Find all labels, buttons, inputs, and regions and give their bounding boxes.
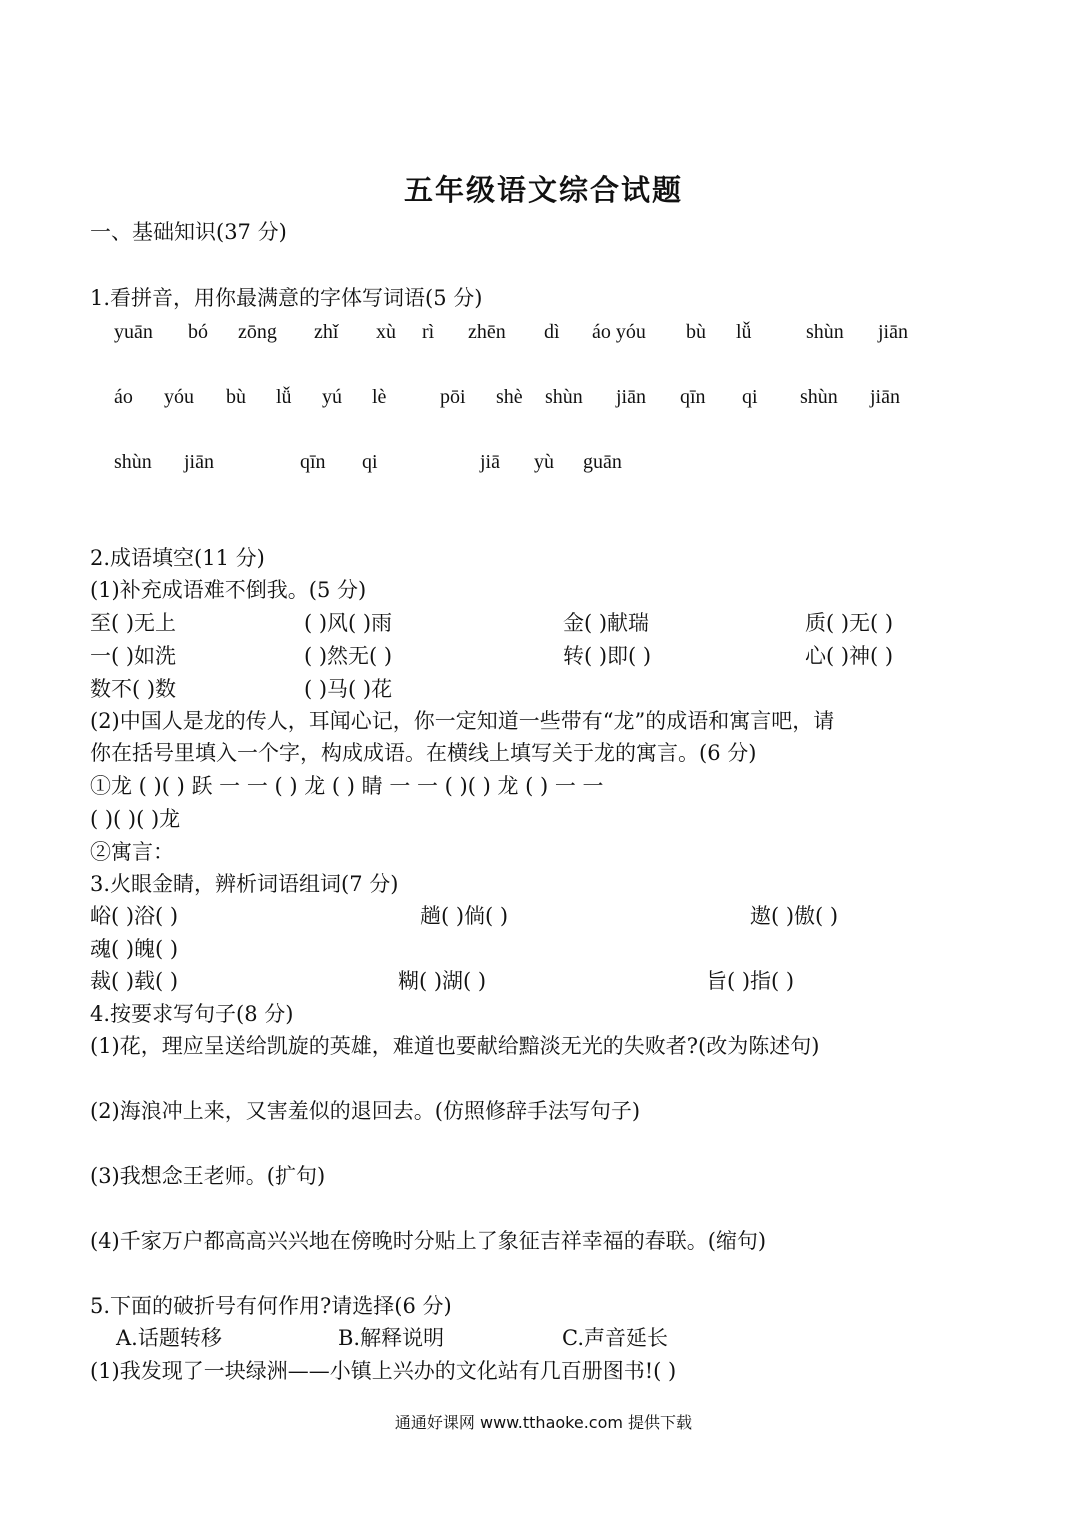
- pinyin: jiān: [870, 386, 900, 408]
- word-blank[interactable]: 趟( )倘( ): [420, 904, 509, 928]
- pinyin: dì: [544, 321, 560, 343]
- pinyin: shùn: [806, 321, 844, 343]
- sentence-task: (3)我想念王老师。(扩句): [90, 1164, 326, 1188]
- pinyin: rì: [422, 321, 435, 343]
- dash-question-1[interactable]: (1)我发现了一块绿洲——小镇上兴办的文化站有几百册图书!( ): [90, 1359, 677, 1383]
- pinyin: lǚ: [276, 386, 292, 408]
- pinyin: shùn: [114, 451, 152, 473]
- pinyin: shùn: [545, 386, 583, 408]
- idiom-blank[interactable]: 金( )献瑞: [563, 611, 650, 635]
- pinyin: yù: [534, 451, 554, 473]
- question-2-sub2-line1: (2)中国人是龙的传人，耳闻心记，你一定知道一些带有“龙”的成语和寓言吧，请: [90, 709, 835, 733]
- pinyin: guān: [583, 451, 622, 473]
- pinyin: lè: [372, 386, 387, 408]
- option-a: A.话题转移: [116, 1326, 222, 1350]
- question-5-heading: 5.下面的破折号有何作用?请选择(6 分): [90, 1294, 452, 1318]
- pinyin: qi: [742, 386, 758, 408]
- idiom-blank[interactable]: ( )风( )雨: [304, 611, 393, 635]
- question-2-sub1: (1)补充成语难不倒我。(5 分): [90, 578, 367, 602]
- idiom-blank[interactable]: 至( )无上: [90, 611, 177, 635]
- pinyin: jiān: [616, 386, 646, 408]
- word-blank[interactable]: 糊( )湖( ): [398, 969, 487, 993]
- pinyin: áo: [114, 386, 133, 408]
- word-blank[interactable]: 峪( )浴( ): [90, 904, 179, 928]
- pinyin: yuān: [114, 321, 153, 343]
- option-b: B.解释说明: [338, 1326, 445, 1350]
- question-2-heading: 2.成语填空(11 分): [90, 546, 265, 570]
- pinyin: yóu: [164, 386, 194, 408]
- pinyin: qīn: [300, 451, 326, 473]
- idiom-blank[interactable]: 数不( )数: [90, 677, 177, 701]
- pinyin: zhēn: [468, 321, 506, 343]
- pinyin: jiān: [878, 321, 908, 343]
- footer-credit: 通通好课网 www.tthaoke.com 提供下载: [394, 1413, 693, 1432]
- pinyin: xù: [376, 321, 396, 343]
- sentence-task: (2)海浪冲上来，又害羞似的退回去。(仿照修辞手法写句子): [90, 1099, 641, 1123]
- pinyin: shè: [496, 386, 523, 408]
- pinyin: qīn: [680, 386, 706, 408]
- pinyin: áo yóu: [592, 321, 646, 343]
- word-blank[interactable]: 旨( )指( ): [706, 969, 795, 993]
- idiom-blank[interactable]: 一( )如洗: [90, 644, 177, 668]
- idiom-blank[interactable]: 质( )无( ): [805, 611, 894, 635]
- idiom-blank[interactable]: ( )然无( ): [304, 644, 393, 668]
- question-3-heading: 3.火眼金睛，辨析词语组词(7 分): [90, 872, 399, 896]
- dragon-idiom-line-2[interactable]: ( )( )( )龙: [90, 807, 181, 831]
- question-2-sub2-line2: 你在括号里填入一个字，构成成语。在横线上填写关于龙的寓言。(6 分): [90, 741, 757, 765]
- page-title: 五年级语文综合试题: [403, 173, 683, 207]
- pinyin: zhǐ: [314, 321, 339, 343]
- dragon-idiom-line-1[interactable]: ①龙 ( )( ) 跃 一 一 ( ) 龙 ( ) 睛 一 一 ( )( ) 龙 ( ) 一 一: [90, 774, 604, 798]
- pinyin: bù: [686, 321, 706, 343]
- question-1-heading: 1.看拼音，用你最满意的字体写词语(5 分): [90, 286, 483, 310]
- sentence-task: (1)花，理应呈送给凯旋的英雄，难道也要献给黯淡无光的失败者?(改为陈述句): [90, 1034, 820, 1058]
- idiom-blank[interactable]: ( )马( )花: [304, 677, 393, 701]
- pinyin: shùn: [800, 386, 838, 408]
- pinyin: jiā: [480, 451, 500, 473]
- pinyin: zōng: [238, 321, 277, 343]
- word-blank[interactable]: 裁( )载( ): [90, 969, 179, 993]
- idiom-blank[interactable]: 心( )神( ): [805, 644, 894, 668]
- option-c: C.声音延长: [562, 1326, 668, 1350]
- sentence-task: (4)千家万户都高高兴兴地在傍晚时分贴上了象征吉祥幸福的春联。(缩句): [90, 1229, 767, 1253]
- pinyin: jiān: [184, 451, 214, 473]
- section-heading: 一、基础知识(37 分): [90, 220, 287, 244]
- word-blank[interactable]: 遨( )傲( ): [750, 904, 839, 928]
- word-blank[interactable]: 魂( )魄( ): [90, 937, 179, 961]
- pinyin: yú: [322, 386, 342, 408]
- pinyin: bó: [188, 321, 208, 343]
- pinyin: lǚ: [736, 321, 752, 343]
- pinyin: bù: [226, 386, 246, 408]
- pinyin: qi: [362, 451, 378, 473]
- idiom-blank[interactable]: 转( )即( ): [563, 644, 652, 668]
- pinyin: pōi: [440, 386, 466, 408]
- question-4-heading: 4.按要求写句子(8 分): [90, 1002, 294, 1026]
- fable-label: ②寓言：: [90, 840, 174, 864]
